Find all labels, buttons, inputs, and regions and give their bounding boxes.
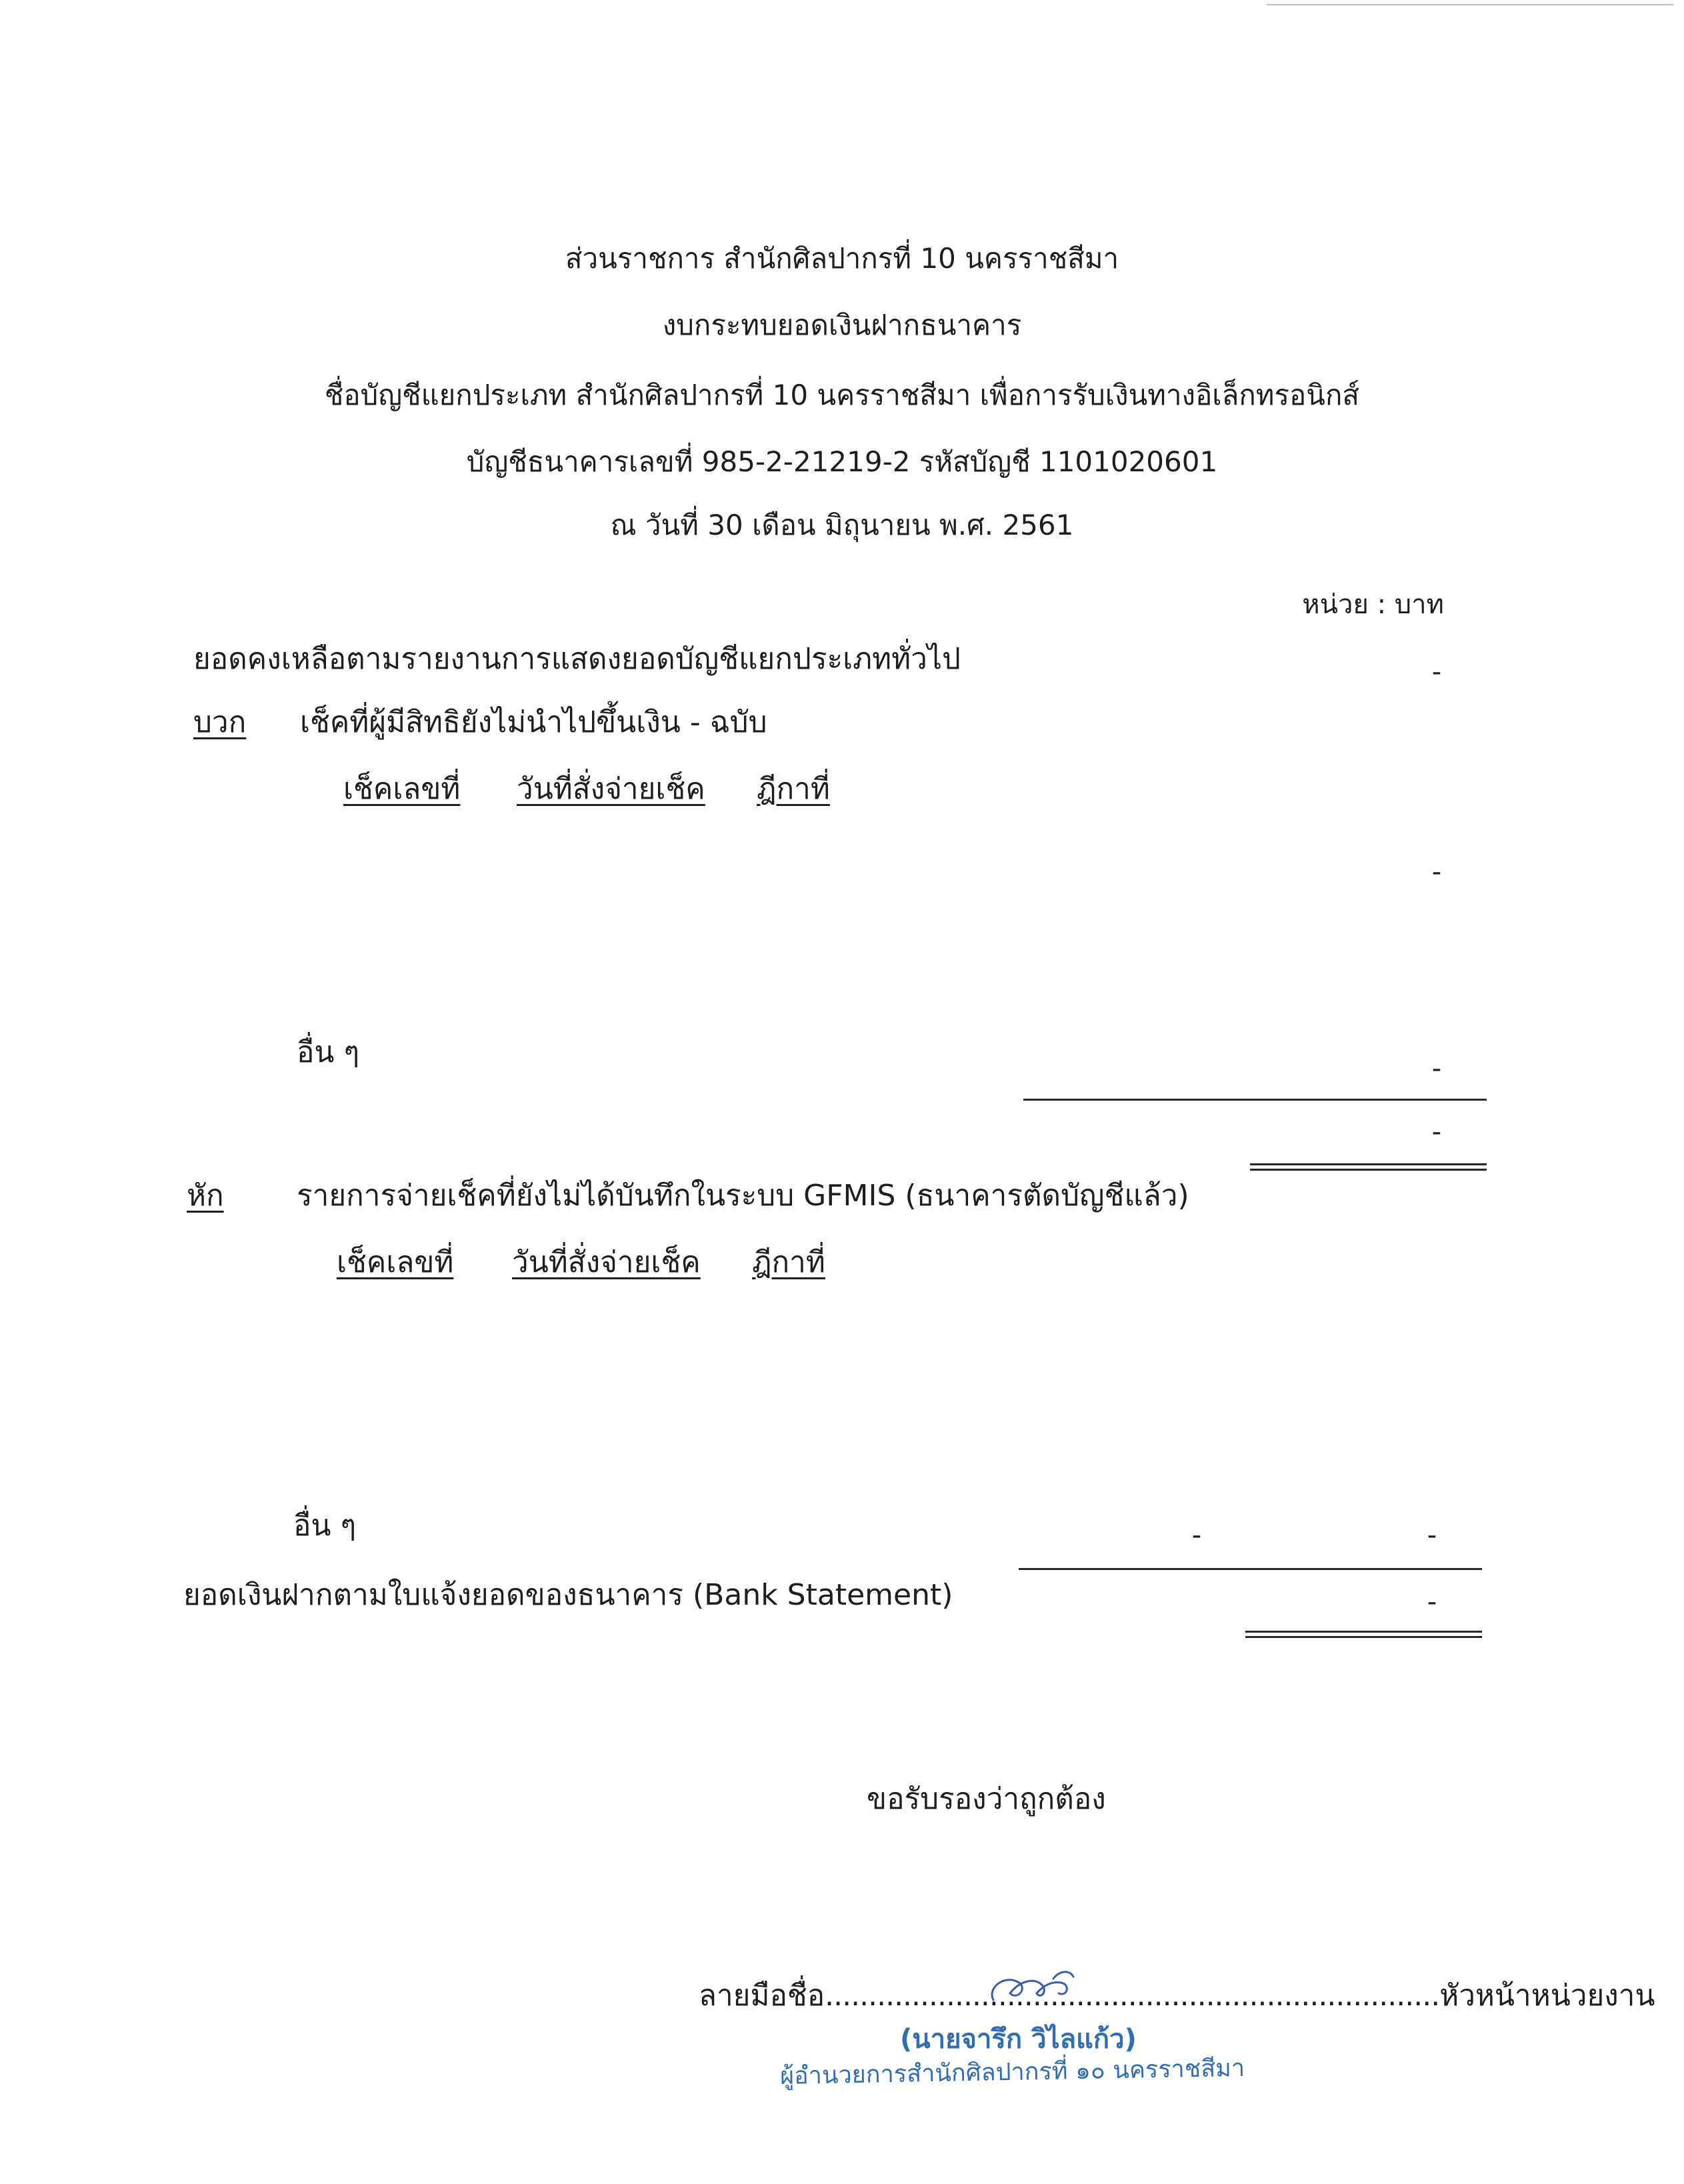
add-other-label: อื่น ๆ xyxy=(297,1035,360,1069)
header-account-name: ชื่อบัญชีแยกประเภท สำนักศิลปากรที่ 10 นครราชสีมา เพื่อการรับเงินทางอิเล็กทรอนิกส์ xyxy=(324,379,1360,411)
add-subtotal-value: - xyxy=(1431,1117,1442,1147)
less-other-label: อื่น ๆ xyxy=(293,1509,357,1543)
signature-line xyxy=(699,1977,1655,2015)
header-department: ส่วนราชการ สำนักศิลปากรที่ 10 นครราชสีมา xyxy=(565,242,1119,275)
header-account-number: บัญชีธนาคารเลขที่ 985-2-21219-2 รหัสบัญชี 1101020601 xyxy=(466,445,1218,478)
add-col-check-date: วันที่สั่งจ่ายเช็ค xyxy=(517,772,705,806)
add-col-voucher-no: ฎีกาที่ xyxy=(757,772,830,806)
ledger-balance-value: - xyxy=(1431,657,1442,687)
bank-statement-value: - xyxy=(1427,1587,1437,1617)
signature-suffix: หัวหน้าหน่วยงาน xyxy=(1439,1979,1655,2013)
less-col-check-no: เช็คเลขที่ xyxy=(337,1245,454,1279)
add-other-value: - xyxy=(1431,1053,1442,1084)
header-date: ณ วันที่ 30 เดือน มิถุนายน พ.ศ. 2561 xyxy=(610,509,1074,541)
signature-dots: ....................................................................... xyxy=(825,1979,1440,2013)
less-description: รายการจ่ายเช็คที่ยังไม่ได้บันทึกในระบบ GFMIS (ธนาคารตัดบัญชีแล้ว) xyxy=(297,1179,1189,1213)
less-other-value-mid: - xyxy=(1191,1520,1202,1551)
signature-prefix: ลายมือชื่อ xyxy=(699,1979,825,2013)
header-title: งบกระทบยอดเงินฝากธนาคาร xyxy=(662,309,1022,341)
bank-statement-double-rule xyxy=(1245,1631,1482,1638)
handwritten-signature xyxy=(980,1960,1087,2013)
add-description: เช็คที่ผู้มีสิทธิยังไม่นำไปขึ้นเงิน - ฉบับ xyxy=(300,705,767,739)
scan-edge-line xyxy=(1267,4,1673,5)
unit-label: หน่วย : บาท xyxy=(1302,589,1444,620)
add-checks-value: - xyxy=(1431,857,1442,887)
less-subtotal-rule xyxy=(1019,1568,1482,1570)
add-col-check-no: เช็คเลขที่ xyxy=(343,772,461,806)
less-heading: หัก xyxy=(187,1179,224,1213)
less-col-voucher-no: ฎีกาที่ xyxy=(752,1245,825,1279)
add-subtotal-rule xyxy=(1023,1099,1487,1101)
bank-statement-label: ยอดเงินฝากตามใบแจ้งยอดของธนาคาร (Bank Statement) xyxy=(183,1578,953,1612)
stamp-title: ผู้อำนวยการสำนักศิลปากรที่ ๑๐ นครราชสีมา xyxy=(779,2054,1245,2090)
less-col-check-date: วันที่สั่งจ่ายเช็ค xyxy=(512,1245,701,1279)
ledger-balance-label: ยอดคงเหลือตามรายงานการแสดงยอดบัญชีแยกประเภททั่วไป xyxy=(193,642,961,676)
stamp-name: (นายจารึก วิไลแก้ว) xyxy=(900,2024,1137,2055)
add-heading: บวก xyxy=(193,705,247,739)
certification-text: ขอรับรองว่าถูกต้อง xyxy=(867,1782,1106,1816)
less-other-value: - xyxy=(1427,1520,1437,1551)
add-total-double-rule xyxy=(1250,1163,1487,1171)
